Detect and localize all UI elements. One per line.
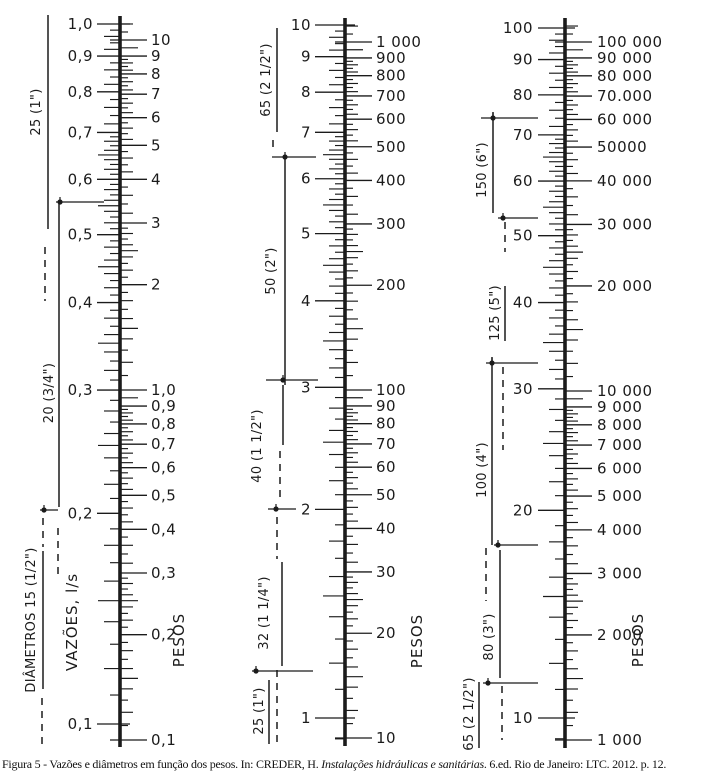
scale-label: 900 xyxy=(376,48,407,67)
scale-label: 70.000 xyxy=(597,87,653,106)
scale-label: 200 xyxy=(376,276,407,295)
scale-label: 700 xyxy=(376,86,407,105)
scale-label: 70 xyxy=(512,125,533,144)
scale-label: 10 xyxy=(151,31,172,49)
scale-label: 0,7 xyxy=(151,435,177,454)
scale-label: 0,8 xyxy=(67,82,93,101)
scale-label: 7 xyxy=(151,85,162,104)
scale-label: 50 xyxy=(376,485,397,504)
scale-label: 3 000 xyxy=(597,564,643,583)
scale-label: 6 xyxy=(300,169,311,188)
scale-label: 0,3 xyxy=(151,564,177,583)
scale-label: 30 xyxy=(376,562,397,581)
diameter-label: DIÂMETROS 15 (1/2") xyxy=(24,547,39,693)
scale-label: 10 xyxy=(512,709,533,727)
scale-label: 20 xyxy=(376,624,397,643)
scale-label: 1,0 xyxy=(67,15,93,33)
scale-label: 7 xyxy=(300,123,311,142)
scale-label: 10 000 xyxy=(597,382,653,400)
scale-label: 50 xyxy=(512,226,533,245)
scale-label: 80 xyxy=(512,85,533,104)
axis-title: PESOS xyxy=(170,612,188,668)
scale-label: 0,1 xyxy=(151,731,177,749)
diameter-label: 100 (4") xyxy=(475,442,490,498)
scale-label: 60 xyxy=(376,458,397,477)
diameter-bracket xyxy=(252,670,277,748)
scale-label: 100 000 xyxy=(597,33,663,51)
diameter-label: 40 (1 1/2") xyxy=(250,409,265,483)
scale-label: 10 xyxy=(376,729,397,747)
scale-label: 40 xyxy=(512,293,533,312)
scale-label: 0,9 xyxy=(67,47,93,66)
scale-label: 0,3 xyxy=(67,381,93,400)
diameter-label: 65 (2 1/2") xyxy=(259,43,274,117)
scale-label: 30 xyxy=(512,379,533,398)
scale-label: 0,4 xyxy=(151,520,177,539)
diameter-bracket xyxy=(23,518,43,750)
scale-label: 100 xyxy=(502,19,533,37)
scale-label: 50000 xyxy=(597,138,648,157)
scale-label: 6 000 xyxy=(597,459,643,478)
scale-label: 1 000 xyxy=(376,33,422,51)
scale-label: 9 000 xyxy=(597,397,643,416)
nomogram-column-1 xyxy=(23,15,188,750)
diameter-bracket xyxy=(250,385,296,512)
scale-label: 0,2 xyxy=(67,504,93,523)
scale-label: 0,5 xyxy=(151,486,177,505)
scale-label: 1 xyxy=(300,709,311,727)
scale-label: 20 xyxy=(512,501,533,520)
scale-label: 5 xyxy=(300,224,311,243)
scale-label: 4 000 xyxy=(597,520,643,539)
scale-label: 1 000 xyxy=(597,731,643,749)
scale-label: 30 000 xyxy=(597,215,653,234)
diameter-bracket xyxy=(482,548,538,686)
diameter-label: 125 (5") xyxy=(488,285,503,341)
scale-label: 100 xyxy=(376,381,407,399)
scale-label: 5 xyxy=(151,136,162,155)
scale-label: 90 xyxy=(512,50,533,69)
scale-label: 500 xyxy=(376,137,407,156)
scale-label: 60 xyxy=(512,172,533,191)
scale-label: 8 xyxy=(151,64,162,83)
nomogram-column-3 xyxy=(462,18,663,751)
figure-caption xyxy=(2,757,702,772)
scale-label: 10 xyxy=(290,16,311,34)
axis-title: PESOS xyxy=(629,612,647,668)
scale-label: 20 000 xyxy=(597,276,653,295)
scale-label: 9 xyxy=(151,47,162,66)
scale-label: 4 xyxy=(300,291,311,310)
diameter-label: 80 (3") xyxy=(482,613,497,661)
diameter-label: 25 (1") xyxy=(252,687,267,735)
scale-label: 600 xyxy=(376,110,407,129)
axis-title: VAZÕES, l/s xyxy=(63,572,81,672)
scale-label: 0,9 xyxy=(151,397,177,416)
scale-label: 90 000 xyxy=(597,48,653,67)
scale-label: 0,5 xyxy=(67,225,93,244)
scale-label: 2 000 xyxy=(597,625,643,644)
scale-label: 0,1 xyxy=(67,715,93,733)
scale-label: 80 000 xyxy=(597,66,653,85)
scale-label: 0,6 xyxy=(151,458,177,477)
diameter-label: 65 (2 1/2") xyxy=(462,677,477,751)
caption-book-title: Instalações hidráulicas e sanitárias xyxy=(321,757,484,771)
scale-label: 0,7 xyxy=(67,123,93,142)
scale-label: 6 xyxy=(151,108,162,127)
scale-label: 9 xyxy=(300,47,311,66)
scale-label: 0,6 xyxy=(67,170,93,189)
scale-label: 7 000 xyxy=(597,436,643,455)
diameter-label: 25 (1") xyxy=(29,88,44,136)
scale-label: 4 xyxy=(151,170,162,189)
scale-label: 3 xyxy=(151,214,162,233)
nomogram-column-2 xyxy=(250,16,426,748)
scale-label: 8 xyxy=(300,83,311,102)
scale-label: 90 xyxy=(376,396,397,415)
scale-label: 80 xyxy=(376,414,397,433)
scale-label: 60 000 xyxy=(597,110,653,129)
caption-prefix: Figura 5 - Vazões e diâmetros em função dos pesos. In: CREDER, H. xyxy=(2,757,322,771)
diameter-bracket xyxy=(252,517,313,674)
diameter-bracket xyxy=(264,157,318,385)
scale-label: 70 xyxy=(376,434,397,453)
scale-label: 2 xyxy=(151,275,162,294)
scale-label: 5 000 xyxy=(597,487,643,506)
caption-suffix: . 6.ed. Rio de Janeiro: LTC. 2012. p. 12. xyxy=(483,757,667,771)
scale-label: 2 xyxy=(300,500,311,519)
scale-label: 0,2 xyxy=(151,625,177,644)
scale-label: 1,0 xyxy=(151,381,177,399)
diameter-label: 50 (2") xyxy=(264,247,279,295)
scale-label: 300 xyxy=(376,214,407,233)
scale-label: 40 xyxy=(376,519,397,538)
scale-label: 3 xyxy=(300,378,311,397)
diameter-bracket xyxy=(462,677,502,750)
diameter-label: 20 (3/4") xyxy=(42,362,57,424)
scale-label: 400 xyxy=(376,171,407,190)
diameter-label: 32 (1 1/4") xyxy=(257,576,272,650)
scale-label: 40 000 xyxy=(597,171,653,190)
scale-label: 800 xyxy=(376,66,407,85)
scale-label: 0,8 xyxy=(151,414,177,433)
diameter-label: 150 (6") xyxy=(475,142,490,198)
scale-label: 0,4 xyxy=(67,293,93,312)
axis-title: PESOS xyxy=(408,613,426,669)
scale-label: 8 000 xyxy=(597,415,643,434)
